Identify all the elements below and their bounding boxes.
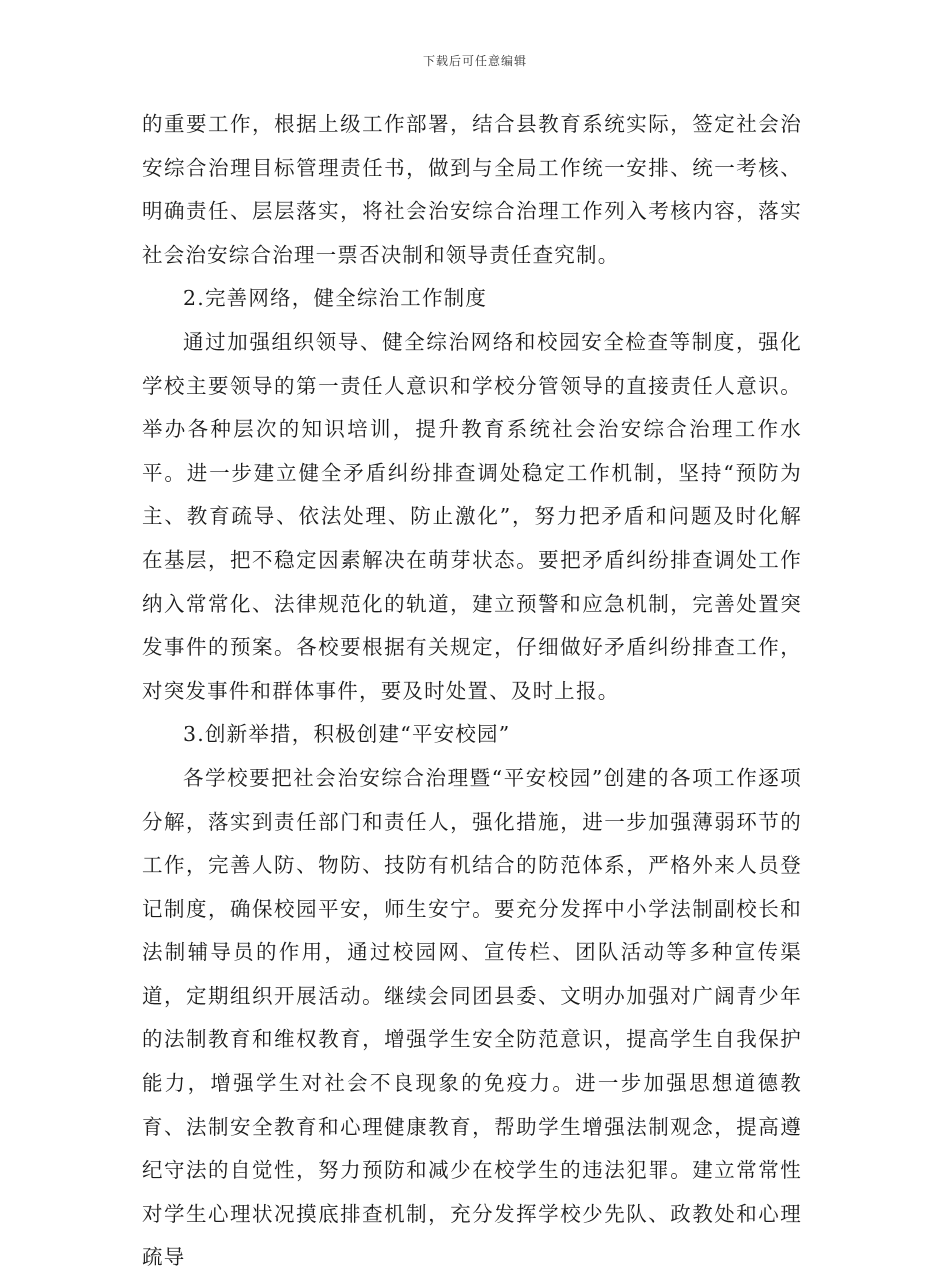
- paragraph-continuation: 的重要工作，根据上级工作部署，结合县教育系统实际，签定社会治安综合治理目标管理责任书，做到与全局工作统一安排、统一考核、明确责任、层层落实，将社会治安综合治理工作列入考核内容，落实社会治安综合治理一票否决制和领导责任查究制。: [142, 112, 802, 267]
- page-header: 下载后可任意编辑: [422, 54, 527, 68]
- section-heading-3: 3.创新举措，积极创建“平安校园”: [183, 722, 511, 747]
- document-body: [142, 103, 802, 1280]
- paragraph-network: 通过加强组织领导、健全综治网络和校园安全检查等制度，强化学校主要领导的第一责任人意识和学校分管领导的直接责任人意识。举办各种层次的知识培训，提升教育系统社会治安综合治理工作水平。进一步建立健全矛盾纠纷排查调处稳定工作机制，坚持“预防为主、教育疏导、依法处理、防止激化”，努力把矛盾和问题及时化解在基层，把不稳定因素解决在萌芽状态。要把矛盾纠纷排查调处工作纳入常常化、法律规范化的轨道，建立预警和应急机制，完善处置突发事件的预案。各校要根据有关规定，仔细做好矛盾纠纷排查工作，对突发事件和群体事件，要及时处置、及时上报。: [142, 329, 802, 703]
- section-heading-2: 2.完善网络，健全综治工作制度: [183, 286, 488, 311]
- paragraph-safe-campus: 各学校要把社会治安综合治理暨“平安校园”创建的各项工作逐项分解，落实到责任部门和责任人，强化措施，进一步加强薄弱环节的工作，完善人防、物防、技防有机结合的防范体系，严格外来人员登记制度，确保校园平安，师生安宁。要充分发挥中小学法制副校长和法制辅导员的作用，通过校园网、宣传栏、团队活动等多种宣传渠道，定期组织开展活动。继续会同团县委、文明办加强对广阔青少年的法制教育和维权教育，增强学生安全防范意识，提高学生自我保护能力，增强学生对社会不良现象的免疫力。进一步加强思想道德教育、法制安全教育和心理健康教育，帮助学生增强法制观念，提高遵纪守法的自觉性，努力预防和减少在校学生的违法犯罪。建立常常性对学生心理状况摸底排查机制，充分发挥学校少先队、政教处和心理疏导: [142, 765, 802, 1270]
